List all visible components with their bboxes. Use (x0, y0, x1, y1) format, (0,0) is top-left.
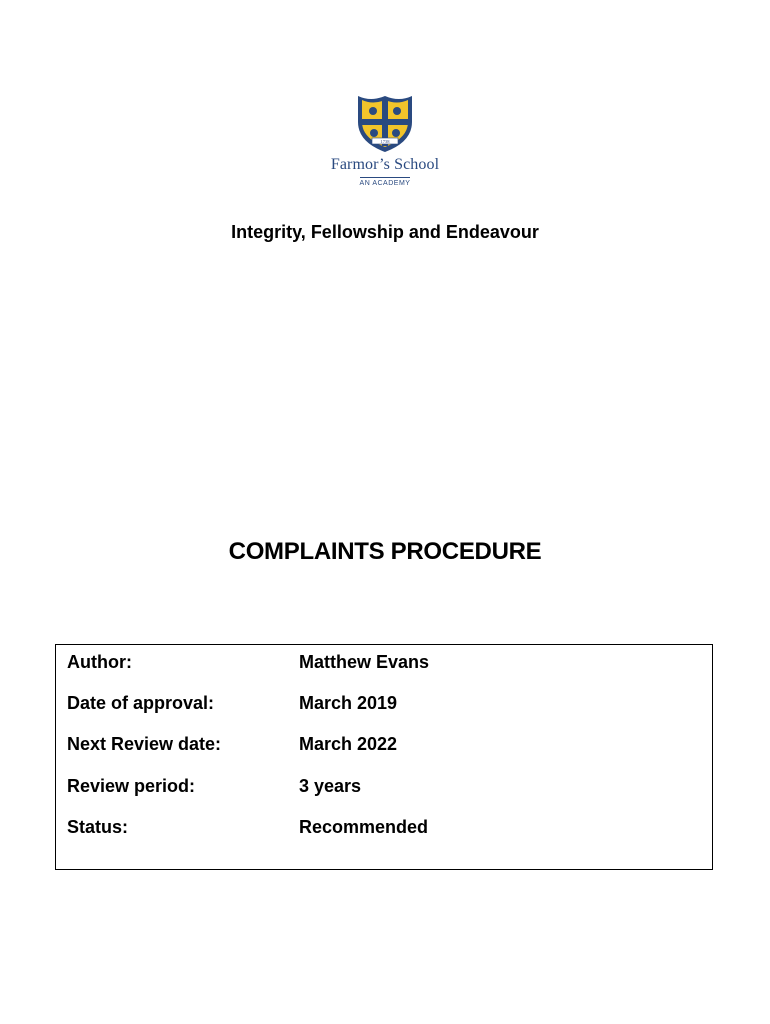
crest-icon (354, 92, 416, 154)
info-row-author (67, 652, 702, 676)
info-label: Review period: (67, 776, 196, 796)
academy-subtitle: AN ACADEMY (360, 177, 411, 187)
info-value: March 2022 (299, 734, 398, 754)
info-row-next-review-date (67, 734, 702, 758)
document-title: COMPLAINTS PROCEDURE (228, 538, 542, 565)
school-motto: Integrity, Fellowship and Endeavour (231, 222, 539, 242)
school-logo (0, 92, 770, 187)
info-value: Recommended (299, 817, 429, 837)
info-label: Status: (67, 817, 129, 837)
info-value: March 2019 (299, 693, 398, 713)
info-row-date-of-approval (67, 693, 702, 717)
crest-year: 1738 (380, 139, 390, 144)
document-info-box (55, 644, 713, 870)
info-label: Next Review date: (67, 734, 222, 754)
info-label: Author: (67, 652, 132, 672)
info-value: 3 years (299, 776, 362, 796)
info-label: Date of approval: (67, 693, 215, 713)
info-row-status (67, 817, 702, 841)
school-name: Farmor’s School (330, 156, 440, 173)
info-row-review-period (67, 776, 702, 800)
info-value: Matthew Evans (299, 652, 430, 672)
